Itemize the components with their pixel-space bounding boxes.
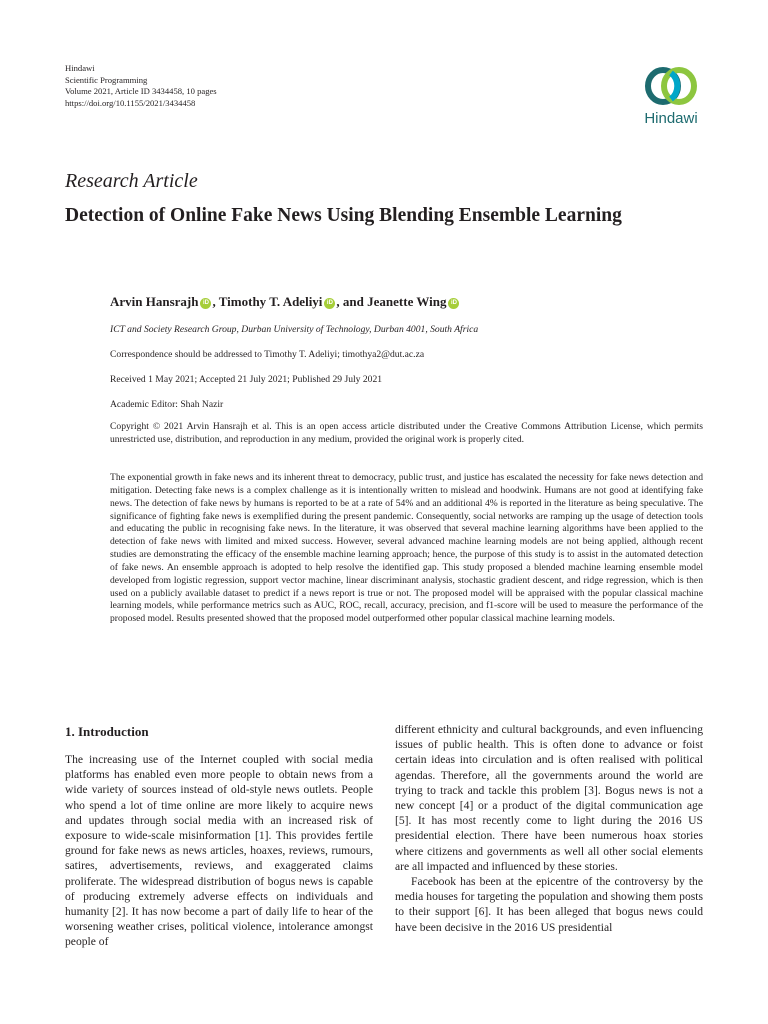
author-separator: , and — [336, 294, 368, 309]
section-heading: 1. Introduction — [65, 724, 149, 739]
article-type: Research Article — [65, 170, 198, 192]
author-name[interactable]: Timothy T. Adeliyi — [218, 294, 323, 309]
body-paragraph: Facebook has been at the epicentre of the controversy by the media houses for targeting the population and showing them posts to their support [6]. It has been alleged that bogus news could have been decisive in the 2016 US presidential — [395, 875, 703, 934]
article-title: Detection of Online Fake News Using Blending Ensemble Learning — [65, 205, 622, 226]
publication-dates: Received 1 May 2021; Accepted 21 July 2021; Published 29 July 2021 — [110, 374, 383, 385]
journal-name: Scientific Programming — [65, 74, 148, 85]
orcid-icon[interactable]: iD — [448, 298, 459, 309]
body-paragraph: The increasing use of the Internet coupled with social media platforms has enabled even more people to obtain news from a wide variety of sources instead of old-style news outlets. People who spend a lot of time online are more likely to acquire news and updates through social media with an increased risk of exposure to wide-scale misinformation [1]. This provides fertile ground for fake news as news articles, hoaxes, reviews, rumours, satires, advertisements, reviews, and exaggerated claims proliferate. The widespread distribution of bogus news is capable of producing extremely adverse effects on individuals and humanity [2]. It has now become a part of daily life to hear of the worsening weather crises, political violence, intolerance amongst people of — [65, 753, 373, 949]
copyright-notice: Copyright © 2021 Arvin Hansrajh et al. This is an open access article distributed under the Creative Commons Attribution License, which permits unrestricted use, distribution, and reproduction in any medium, provided the original work is properly cited. — [110, 421, 703, 445]
body-column-right — [395, 722, 703, 935]
author-separator: , — [212, 294, 219, 309]
volume-info: Volume 2021, Article ID 3434458, 10 pages — [65, 86, 217, 96]
author-name[interactable]: Jeanette Wing — [367, 294, 447, 309]
academic-editor: Academic Editor: Shah Nazir — [110, 399, 224, 410]
affiliation: ICT and Society Research Group, Durban University of Technology, Durban 4001, South Africa — [110, 324, 479, 335]
orcid-icon[interactable]: iD — [324, 298, 335, 309]
author-list — [110, 294, 460, 310]
abstract: The exponential growth in fake news and its inherent threat to democracy, public trust, and justice has escalated the necessity for fake news detection and mitigation. Detecting fake news is a complex challenge as it is intentionally written to mislead and hoodwink. Humans are not good at identifying fake news. The detection of fake news by humans is reported to be at a rate of 54% and an additional 4% is reported in the literature as being speculative. The significance of fighting fake news is exemplified during the present pandemic. Consequently, social networks are ramping up the usage of detection tools and educating the public in recognising fake news. In the literature, it was observed that several machine learning algorithms have been applied to the detection of fake news with limited and mixed success. However, several advanced machine learning models are not being applied, although recent studies are demonstrating the efficacy of the ensemble machine learning approach; hence, the purpose of this study is to assist in the automated detection of fake news. An ensemble approach is adopted to help resolve the identified gap. This study proposed a blended machine learning ensemble model developed from logistic regression, support vector machine, linear discriminant analysis, stochastic gradient descent, and ridge regression, which is then used on a publicly available dataset to predict if a news report is true or not. The proposed model will be appraised with the popular classical machine learning models, while performance metrics such as AUC, ROC, recall, accuracy, precision, and f1-score will be used to measure the performance of the proposed model. Results presented showed that the proposed model outperformed other popular classical machine learning models. — [110, 472, 703, 625]
body-column-left — [65, 752, 373, 950]
publisher-name: Hindawi — [65, 63, 95, 73]
body-paragraph: different ethnicity and cultural backgrounds, and even influencing issues of public health. This is often done to advance or foist certain ideas into circulation and is often realised with political agendas. Therefore, all the governments around the world are trying to track and tackle this problem [3]. Bogus news is not a new concept [4] or a product of the digital communication age [5]. It has most recently come to light during the 2016 US presidential election. There have been numerous hoax stories where citizens and governments as well all other social elements are all impacted and influenced by these stories. — [395, 723, 703, 873]
doi-link[interactable]: https://doi.org/10.1155/2021/3434458 — [65, 97, 196, 108]
hindawi-logo-text: Hindawi — [644, 110, 698, 127]
journal-meta — [65, 63, 217, 109]
orcid-icon[interactable]: iD — [200, 298, 211, 309]
correspondence: Correspondence should be addressed to Timothy T. Adeliyi; timothya2@dut.ac.za — [110, 349, 425, 360]
author-name[interactable]: Arvin Hansrajh — [110, 294, 199, 309]
